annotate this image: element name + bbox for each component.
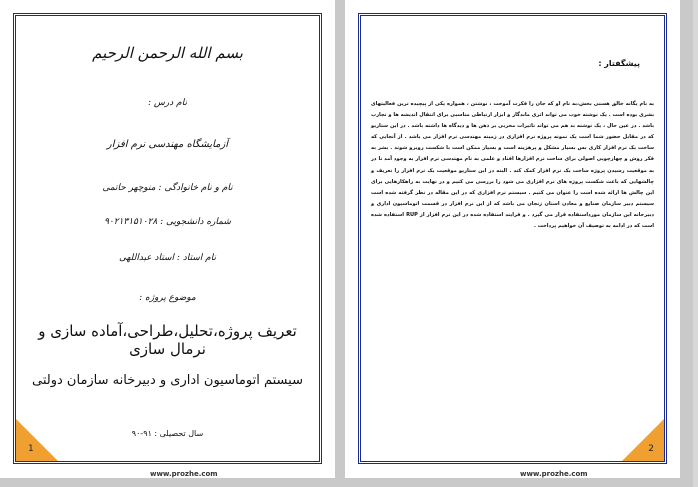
project-topic-label: موضوع پروژه :: [139, 293, 196, 303]
footer-url[interactable]: www.prozhe.com: [150, 470, 218, 478]
footer-url[interactable]: www.prozhe.com: [520, 470, 588, 478]
student-id: شماره دانشجویی : ۹۰۲۱۳۱۵۱۰۲۸: [104, 217, 231, 227]
corner-triangle-icon: [622, 419, 664, 461]
scrollbar[interactable]: [693, 0, 698, 487]
bismillah-heading: بسم الله الرحمن الرحیم: [92, 44, 243, 62]
student-name: نام و نام خانوادگی : منوچهر حاتمی: [102, 183, 233, 193]
preface-page: [345, 0, 680, 478]
page-number: 1: [28, 444, 34, 454]
project-title-line-2: سیستم اتوماسیون اداری و دبیرخانه سازمان دولتی: [32, 373, 303, 388]
page-border: [358, 13, 667, 464]
cover-page: [0, 0, 335, 478]
academic-year: سال تحصیلی : ۹۱-۹۰: [131, 429, 204, 438]
teacher-name: نام استاد : استاد عبداللهی: [119, 253, 216, 263]
course-label: نام درس :: [148, 98, 187, 108]
preface-paragraph: به نام یگانه خالق هستی بخش،به نام او که جان را فکرت آموخت ، نوشتن ، همواره یکی از پیچیده ترین فعالیتهای بشری بوده است . یک نوشته خوب می تواند اثری ماندگار و ابزار ارتباطی مناسبی برای انتقال اندیشه ها و تجارب باشد . در عین حال ، یک نوشته بد هم می تواند تاثیرات مخربی بر ذهن ها و دیدگاه ها داشته باشد . در این ستاریو که در مقابل حضور شما است یک نمونه پروژه نرم افزاری در زمینه مهندسی نرم افزار می باشد . از آنجایی که ساخت یک نرم افزار کاری بس بسیار مشکل و پرهزینه است و بسیار ممکن است با شکست روبرو شوند . بشر به فکر روش و چهارچوبی اصولی برای ساخت نرم افزارها افتاد و علمی به نام مهندسی نرم افزار به وجود آمد تا در به موقعیت رسیدن پروژه ساخت یک نرم افزار کمک کند . البته در این ستاریو موقعیت یک نرم افزار را تعریف و چالشهایی که باعث شکست پروژه های نرم افزاری می شود را بررسی می کنیم و در نهایت به راهکارهایی برای این چالش ها ارائه شده است را عنوان می کنیم . سیستم نرم افزاری که در این مقاله در نظر گرفته شده است سیستم دبیر سازمان صنایع و معادن استان زنجان می باشد که از این نرم افزار در قسمت اتوماسیون اداری و دبیرخانه این سازمان مورداستفاده قرار می گیرد . و فرایند استفاده شده در این نرم افزار از RUP استفاده شده است که در ادامه به توصیف آن خواهیم پرداخت .: [371, 101, 654, 230]
project-title-line-1: تعریف پروژه،تحلیل،طراحی،آماده سازی و نرمال سازی: [38, 322, 297, 358]
page-number: 2: [648, 444, 654, 454]
course-name: آزمایشگاه مهندسی نرم افزار: [106, 139, 229, 150]
corner-triangle-icon: [16, 419, 58, 461]
page-border: [13, 13, 322, 464]
preface-heading: پیشگفتار :: [598, 59, 640, 68]
